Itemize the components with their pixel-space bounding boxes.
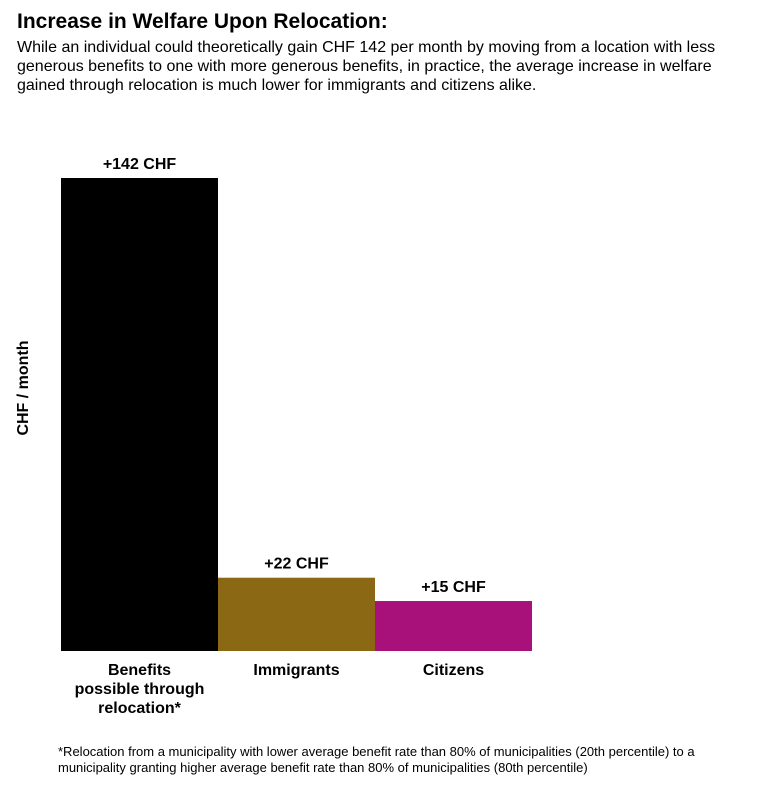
x-tick-label-0: Benefits possible through relocation* bbox=[74, 662, 205, 717]
x-tick-label-1: Immigrants bbox=[253, 662, 340, 679]
x-tick-label-2: Citizens bbox=[422, 662, 485, 679]
chart-footnote: *Relocation from a municipality with lower average benefit rate than 80% of municipalities (20th percentile) to a municipality granting higher average benefit rate than 80% of municipalities (80th percentile) bbox=[58, 744, 695, 775]
bar-0 bbox=[61, 178, 218, 651]
bar-value-label-0: +142 CHF bbox=[102, 156, 177, 173]
chart-title: Increase in Welfare Upon Relocation: bbox=[17, 10, 388, 33]
bar-value-label-2: +15 CHF bbox=[421, 579, 486, 597]
bar-value-label-1: +22 CHF bbox=[264, 555, 329, 573]
bar-1 bbox=[218, 578, 375, 651]
y-axis-label: CHF / month bbox=[15, 340, 32, 436]
chart-subtitle: While an individual could theoretically gain CHF 142 per month by moving from a location with less generous benefits to one with more generous benefits, in practice, the average increase in welfare gained through relocation is much lower for immigrants and citizens alike. bbox=[17, 39, 716, 94]
bar-2 bbox=[375, 601, 532, 651]
